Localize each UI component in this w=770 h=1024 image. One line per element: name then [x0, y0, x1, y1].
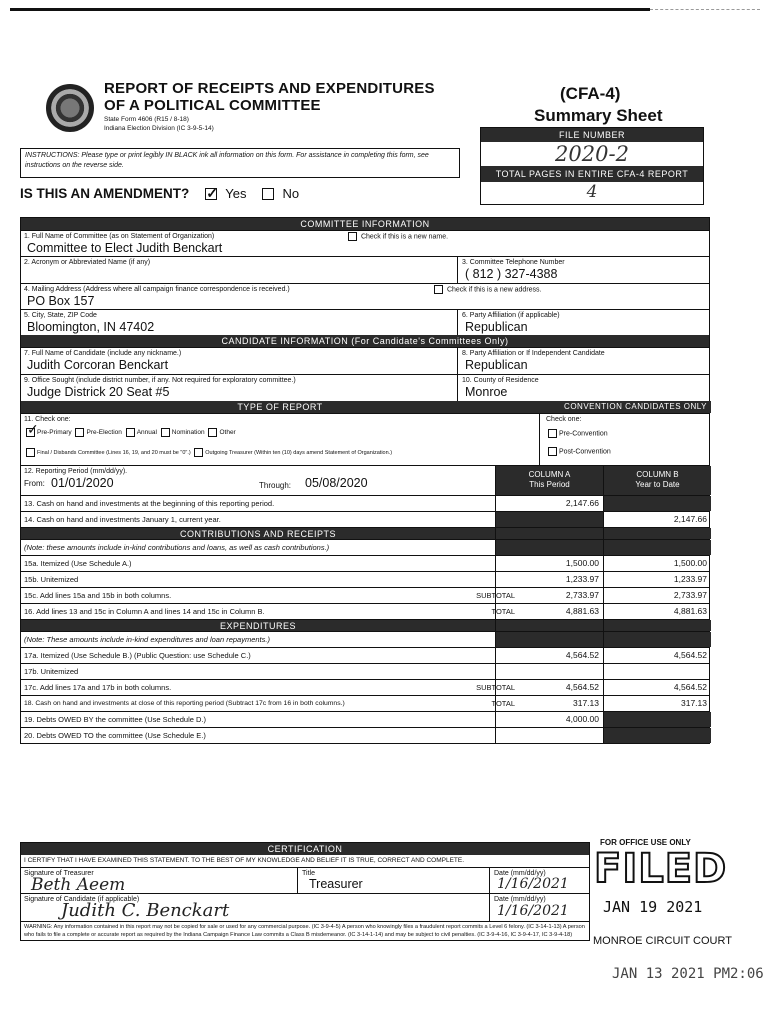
outgoing-treasurer-checkbox[interactable]: [194, 448, 203, 457]
treasurer-title-field[interactable]: Treasurer: [309, 877, 363, 891]
line-20-row: [21, 727, 709, 743]
line-16-col-a[interactable]: 4,881.63: [495, 604, 603, 619]
candidate-name-field[interactable]: Judith Corcoran Benckart: [27, 358, 169, 372]
treasurer-signature[interactable]: Beth Aeem: [31, 875, 126, 895]
exp-note-col-b-shaded: [603, 632, 711, 647]
certification-header: CERTIFICATION: [21, 843, 589, 855]
phone-area-code: 812: [472, 267, 494, 281]
report-type-headers: [21, 401, 709, 413]
field-2-label: 2. Acronym or Abbreviated Name (if any): [24, 259, 151, 266]
treasurer-sign-row: [21, 868, 589, 894]
other-checkbox[interactable]: [208, 428, 217, 437]
field-5-label: 5. City, State, ZIP Code: [24, 312, 97, 319]
line-15c-desc: 15c. Add lines 15a and 15b in both columns.: [24, 591, 172, 600]
line-15a-row: [21, 555, 709, 571]
candidate-signature[interactable]: Judith C. Benckart: [61, 900, 230, 921]
exp-col-a-shaded: [495, 620, 603, 631]
amendment-question: IS THIS AN AMENDMENT?: [20, 186, 190, 201]
amend-yes-label: Yes: [225, 186, 247, 201]
city-state-zip-field[interactable]: Bloomington, IN 47402: [27, 320, 155, 334]
line-18-row: [21, 695, 709, 711]
line-15c-col-b[interactable]: 2,733.97: [603, 588, 711, 603]
candidate-date-label: Date (mm/dd/yy): [494, 896, 546, 903]
field-11-row: [21, 413, 709, 465]
line-17c-col-b[interactable]: 4,564.52: [603, 680, 711, 695]
mailing-address-field[interactable]: PO Box 157: [27, 294, 95, 308]
line-13-row: [21, 495, 709, 511]
field-9-10-row: [21, 374, 709, 401]
contrib-col-a-shaded: [495, 528, 603, 539]
through-label: Through:: [259, 481, 292, 490]
final-label: Final / Disbands Committee (Lines 16, 19, and 20 must be "0".): [37, 449, 191, 456]
summary-form: [20, 217, 710, 744]
outgoing-treasurer-label: Outgoing Treasurer (Within ten (10) days amend Statement of Organization.): [205, 449, 393, 456]
line-19-row: [21, 711, 709, 727]
line-16-tag: TOTAL: [491, 607, 515, 616]
pre-primary-checkbox[interactable]: [26, 428, 35, 437]
line-15b-row: [21, 571, 709, 587]
line-19-desc: 19. Debts OWED BY the committee (Use Schedule D.): [24, 715, 207, 724]
pre-convention-label: Pre-Convention: [559, 430, 608, 438]
contrib-note-col-a-shaded: [495, 540, 603, 555]
candidate-date-field[interactable]: 1/16/2021: [497, 903, 569, 919]
exp-col-b-shaded: [603, 620, 711, 631]
line-14-col-a-shaded: [495, 512, 603, 527]
report-title-line2: OF A POLITICAL COMMITTEE: [104, 97, 321, 114]
received-stamp: JAN 13 2021 PM2:06: [612, 966, 764, 982]
field-1-row: [21, 230, 709, 256]
line-15b-col-a[interactable]: 1,233.97: [495, 572, 603, 587]
total-pages-label: TOTAL PAGES IN ENTIRE CFA-4 REPORT: [481, 166, 703, 182]
top-rule: [10, 8, 650, 11]
amend-no-label: No: [282, 186, 300, 201]
line-17b-desc: 17b. Unitemized: [24, 667, 79, 676]
new-address-check-label: Check if this is a new address.: [446, 286, 542, 294]
amendment-row: [20, 186, 299, 201]
office-sought-field[interactable]: Judge Districk 20 Seat #5: [27, 385, 170, 399]
field-5-6-row: [21, 309, 709, 335]
treasurer-signature-label: Signature of Treasurer: [24, 870, 94, 877]
field-4-check-wrap: [429, 284, 709, 309]
line-18-desc: 18. Cash on hand and investments at close of this reporting period (Subtract 17c from 16 in both columns.): [24, 700, 345, 707]
column-a-title: COLUMN A: [528, 470, 571, 479]
line-14-row: [21, 511, 709, 527]
treasurer-date-label: Date (mm/dd/yy): [494, 870, 546, 877]
nomination-checkbox[interactable]: [161, 428, 170, 437]
exp-section-row: [21, 619, 709, 631]
divider: [457, 348, 458, 374]
warning-text: WARNING: Any information contained in this report may not be copied for sale or used for any commercial purpose. (IC 3-9-4-5) A person who knowingly files a fraudulent report commits a Level 6 felony. (IC 3-14-1-13) A person who fails to file a complete or accurate report as required by the Indiana Campaign Finance Law commits a Class B misdemeanor. (IC 3-14-1-14) and may be subject to civil penalties. (IC 3-9-4-16, IC 3-9-4-17, IC 3-9-4-18): [24, 924, 585, 938]
committee-phone-field[interactable]: ( 812 ) 327-4388: [465, 267, 558, 281]
type-of-report-header: TYPE OF REPORT: [21, 401, 539, 413]
field-11-label: 11. Check one:: [24, 416, 71, 423]
election-division: Indiana Election Division (IC 3-9-5-14): [104, 125, 214, 132]
final-checkbox[interactable]: [26, 448, 35, 457]
top-dash: [650, 9, 760, 10]
committee-section-header: COMMITTEE INFORMATION: [21, 218, 709, 230]
field-4-label: 4. Mailing Address (Address where all campaign finance correspondence is received.): [24, 286, 290, 293]
county-field[interactable]: Monroe: [465, 385, 508, 399]
nomination-label: Nomination: [171, 429, 205, 437]
contrib-section-row: [21, 527, 709, 539]
pre-primary-label: Pre-Primary: [37, 429, 72, 437]
annual-checkbox[interactable]: [126, 428, 135, 437]
field-6-label: 6. Party Affiliation (if applicable): [462, 312, 560, 319]
exp-note-col-a-shaded: [495, 632, 603, 647]
field-7-8-row: [21, 347, 709, 374]
file-number-block: [480, 127, 704, 205]
contrib-note-row: [21, 539, 709, 555]
line-15c-tag: SUBTOTAL: [476, 591, 515, 600]
divider: [457, 375, 458, 401]
treasurer-date-field[interactable]: 1/16/2021: [497, 876, 569, 892]
exp-note: (Note: These amounts include in-kind expenditures and loan repayments.): [24, 635, 270, 644]
field-3-label: 3. Committee Telephone Number: [462, 259, 565, 266]
line-15c-row: [21, 587, 709, 603]
line-19-col-a[interactable]: 4,000.00: [495, 712, 603, 727]
line-15c-col-a[interactable]: 2,733.97: [495, 588, 603, 603]
line-17c-col-a[interactable]: 4,564.52: [495, 680, 603, 695]
line-15a-col-b[interactable]: 1,500.00: [603, 556, 711, 571]
line-18-tag: TOTAL: [491, 699, 515, 708]
line-17c-tag: SUBTOTAL: [476, 683, 515, 692]
line-17a-row: [21, 647, 709, 663]
committee-name-field[interactable]: Committee to Elect Judith Benckart: [27, 241, 223, 255]
expenditures-section-header: EXPENDITURES: [21, 620, 495, 632]
candidate-section-header: CANDIDATE INFORMATION (For Candidate's Committees Only): [21, 335, 709, 347]
column-b-header: [603, 466, 711, 495]
field-7-label: 7. Full Name of Candidate (include any nickname.): [24, 350, 182, 357]
phone-number: 327-4388: [504, 267, 558, 281]
field-9-label: 9. Office Sought (include district number, if any. Not required for exploratory committee.): [24, 377, 296, 384]
candidate-sign-row: [21, 894, 589, 922]
line-15b-col-b[interactable]: 1,233.97: [603, 572, 711, 587]
new-address-checkbox[interactable]: [434, 285, 443, 294]
line-17c-desc: 17c. Add lines 17a and 17b in both columns.: [24, 683, 172, 692]
line-14-desc: 14. Cash on hand and investments January 1, current year.: [24, 515, 221, 524]
line-17a-desc: 17a. Itemized (Use Schedule B.) (Public Question: use Schedule C.): [24, 651, 251, 660]
line-13-col-a[interactable]: 2,147.66: [495, 496, 603, 511]
pre-election-checkbox[interactable]: [75, 428, 84, 437]
divider: [457, 310, 458, 335]
field-2-3-row: [21, 256, 709, 283]
line-17a-col-a[interactable]: 4,564.52: [495, 648, 603, 663]
state-seal-logo: [46, 84, 94, 132]
line-15a-col-a[interactable]: 1,500.00: [495, 556, 603, 571]
line-16-row: [21, 603, 709, 619]
amend-no-checkbox[interactable]: [262, 188, 274, 200]
line-17a-col-b[interactable]: 4,564.52: [603, 648, 711, 663]
line-19-col-b-shaded: [603, 712, 711, 727]
field-8-label: 8. Party Affiliation or If Independent Candidate: [462, 350, 605, 357]
contrib-note-col-b-shaded: [603, 540, 711, 555]
exp-note-row: [21, 631, 709, 647]
line-17b-col-a[interactable]: [495, 664, 603, 679]
pre-convention-checkbox[interactable]: [548, 429, 557, 438]
form-name: Summary Sheet: [534, 106, 663, 125]
report-title-line1: REPORT OF RECEIPTS AND EXPENDITURES: [104, 80, 435, 97]
line-18-col-b[interactable]: 317.13: [603, 696, 711, 711]
candidate-signature-label: Signature of Candidate (if applicable): [24, 896, 140, 903]
line-16-col-b[interactable]: 4,881.63: [603, 604, 711, 619]
new-name-checkbox[interactable]: [348, 232, 357, 241]
filed-date-stamp: JAN 19 2021: [603, 898, 703, 916]
certification-block: [20, 842, 590, 941]
total-pages-value[interactable]: 4: [586, 182, 598, 202]
column-a-header: [495, 466, 603, 495]
office-use-label: FOR OFFICE USE ONLY: [600, 838, 691, 847]
period-through-field[interactable]: 05/08/2020: [305, 476, 368, 490]
divider: [489, 894, 490, 921]
line-18-col-a[interactable]: 317.13: [495, 696, 603, 711]
line-17b-col-b[interactable]: [603, 664, 711, 679]
divider: [489, 868, 490, 893]
line-13-desc: 13. Cash on hand and investments at the beginning of this reporting period.: [24, 499, 275, 508]
field-12-row: [21, 465, 709, 495]
post-convention-label: Post-Convention: [559, 448, 611, 456]
line-17c-row: [21, 679, 709, 695]
convention-check-label: Check one:: [546, 416, 582, 423]
field-12-label: 12. Reporting Period (mm/dd/yy).: [24, 468, 128, 475]
line-14-col-b[interactable]: 2,147.66: [603, 512, 711, 527]
field-10-label: 10. County of Residence: [462, 377, 539, 384]
form-code: (CFA-4): [560, 84, 621, 103]
certification-statement: I CERTIFY THAT I HAVE EXAMINED THIS STATEMENT. TO THE BEST OF MY KNOWLEDGE AND BELIEF IT IS TRUE, CORRECT AND COMPLETE.: [21, 855, 589, 868]
from-label: From:: [24, 479, 45, 488]
divider: [539, 414, 540, 465]
divider: [457, 257, 458, 283]
state-form-number: State Form 4606 (R15 / 8-18): [104, 116, 189, 123]
new-name-check-label: Check if this is a new name.: [360, 233, 449, 241]
amend-yes-checkbox[interactable]: [205, 188, 217, 200]
line-20-desc: 20. Debts OWED TO the committee (Use Schedule E.): [24, 731, 206, 740]
line-20-col-a[interactable]: [495, 728, 603, 743]
court-office-stamp: MONROE CIRCUIT COURT: [593, 935, 732, 947]
field-4-row: [21, 283, 709, 309]
file-number-value[interactable]: 2020-2: [555, 142, 629, 166]
line-20-col-b-shaded: [603, 728, 711, 743]
pre-election-label: Pre-Election: [86, 429, 122, 437]
line-17b-row: [21, 663, 709, 679]
post-convention-checkbox[interactable]: [548, 447, 557, 456]
file-number-label: FILE NUMBER: [481, 128, 703, 142]
contrib-col-b-shaded: [603, 528, 711, 539]
column-b-title: COLUMN B: [636, 470, 679, 479]
column-a-subtitle: This Period: [529, 480, 570, 489]
candidate-party-field[interactable]: Republican: [465, 358, 528, 372]
party-affiliation-field[interactable]: Republican: [465, 320, 528, 334]
period-from-field[interactable]: 01/01/2020: [51, 476, 114, 490]
column-b-subtitle: Year to Date: [635, 480, 680, 489]
other-label: Other: [219, 429, 236, 437]
contrib-note: (Note: these amounts include in-kind contributions and loans, as well as cash contributions.): [24, 543, 330, 552]
line-13-col-b-shaded: [603, 496, 711, 511]
annual-label: Annual: [136, 429, 157, 437]
title-label: Title: [302, 870, 315, 877]
field-1-label: 1. Full Name of Committee (as on Statement of Organization): [24, 233, 215, 240]
line-15b-desc: 15b. Unitemized: [24, 575, 79, 584]
contributions-section-header: CONTRIBUTIONS AND RECEIPTS: [21, 528, 495, 540]
line-16-desc: 16. Add lines 13 and 15c in Column A and lines 14 and 15c in Column B.: [24, 607, 265, 616]
divider: [297, 868, 298, 893]
line-15a-desc: 15a. Itemized (Use Schedule A.): [24, 559, 132, 568]
convention-header: CONVENTION CANDIDATES ONLY: [539, 401, 711, 413]
filed-stamp: FILED: [594, 846, 728, 892]
instructions: INSTRUCTIONS: Please type or print legibly IN BLACK ink all information on this form. For assistance in completing this form, see instructions on the reverse side.: [20, 148, 460, 178]
